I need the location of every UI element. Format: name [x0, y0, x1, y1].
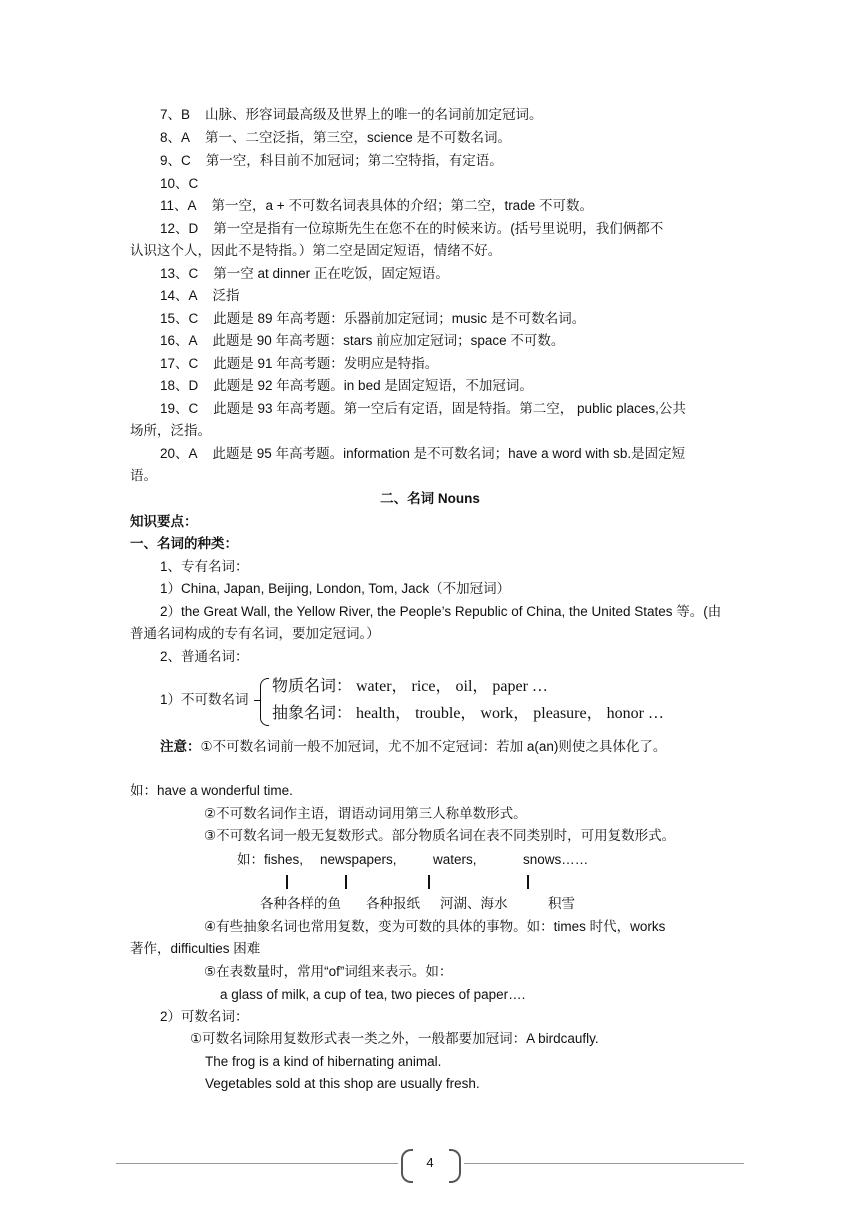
brace-tip: [254, 700, 261, 701]
answer-number: 16、A: [160, 333, 198, 348]
answer-13: [160, 264, 449, 284]
answer-9: [160, 151, 503, 171]
countable-note-1: ①可数名词除用复数形式表一类之外，一般都要加冠词：A birdcaufly.: [190, 1031, 599, 1046]
note-1: [160, 737, 666, 757]
abstract-nouns: 抽象名词： health， trouble， work， pleasure， honor …: [272, 705, 664, 722]
answer-7: [160, 105, 543, 125]
answer-number: 20、A: [160, 446, 198, 461]
answer-text: 第一空是指有一位琼斯先生在您不在的时候来访。(括号里说明，我们俩都不: [213, 221, 664, 236]
connector-line: [345, 875, 347, 889]
footer-rule-left: [116, 1163, 398, 1164]
sub-heading: 一、名词的种类：: [130, 536, 238, 551]
note-2: ②不可数名词作主语，谓语动词用第三人称单数形式。: [204, 806, 527, 821]
plural-meaning: 各种报纸: [366, 896, 420, 911]
connector-line: [286, 875, 288, 889]
answer-text: 此题是 95 年高考题。information 是不可数名词；have a word with sb.是固定短: [212, 446, 686, 461]
answer-19-continued: 场所，泛指。: [130, 423, 211, 438]
answer-text: 泛指: [212, 288, 240, 303]
footer-rule-right: [464, 1163, 744, 1164]
answer-number: 8、A: [160, 130, 191, 145]
connector-line: [527, 875, 529, 889]
answer-text: 第一、二空泛指，第三空，science 是不可数名词。: [205, 130, 512, 145]
answer-text: 此题是 90 年高考题：stars 前应加定冠词；space 不可数。: [212, 333, 565, 348]
answer-12: [160, 219, 663, 239]
uncountable-label: 1）不可数名词: [160, 692, 249, 707]
proper-noun-label: 1、专有名词：: [160, 559, 249, 574]
answer-number: 11、A: [160, 198, 197, 213]
answer-18: [160, 376, 533, 396]
page-number: 4: [426, 1155, 434, 1170]
answer-14: [160, 286, 240, 306]
note-1-text: ①不可数名词前一般不加冠词，尤不加不定冠词：若加 a(an)则使之具体化了。: [200, 739, 667, 754]
note-label: 注意：: [160, 739, 201, 754]
note-4-continued: 著作，difficulties 困难: [130, 941, 261, 956]
plural-word: snows……: [523, 852, 589, 867]
answer-20: [160, 444, 685, 464]
proper-noun-item-2: 2）the Great Wall, the Yellow River, the People’s Republic of China, the United States 等。(由: [160, 604, 722, 619]
answer-10: [160, 174, 198, 194]
answer-15: [160, 309, 585, 329]
common-noun-label: 2、普通名词：: [160, 649, 249, 664]
answer-number: 14、A: [160, 288, 198, 303]
answer-number: 17、C: [160, 356, 199, 371]
plural-word: waters,: [433, 852, 477, 867]
answer-number: 19、C: [160, 401, 199, 416]
answer-text: 第一空 at dinner 正在吃饭，固定短语。: [213, 266, 449, 281]
note-5-example: a glass of milk, a cup of tea, two pieces of paper….: [220, 987, 526, 1002]
answer-16: [160, 331, 564, 351]
answer-19: [160, 399, 686, 419]
answer-text: 此题是 91 年高考题：发明应是特指。: [213, 356, 439, 371]
answer-text: 山脉、形容词最高级及世界上的唯一的名词前加定冠词。: [205, 107, 543, 122]
answer-text: 此题是 92 年高考题。in bed 是固定短语，不加冠词。: [213, 378, 533, 393]
answer-text: 第一空，科目前不加冠词；第二空特指，有定语。: [205, 153, 503, 168]
connector-line: [428, 875, 430, 889]
page-bracket-right: [449, 1149, 461, 1183]
answer-text: 此题是 89 年高考题：乐器前加定冠词；music 是不可数名词。: [213, 311, 586, 326]
knowledge-heading: 知识要点：: [130, 514, 198, 529]
note-3: ③不可数名词一般无复数形式。部分物质名词在表不同类别时，可用复数形式。: [204, 828, 676, 843]
section-title: 二、名词 Nouns: [380, 491, 480, 506]
answer-20-continued: 语。: [130, 468, 157, 483]
answer-text: 此题是 93 年高考题。第一空后有定语，固是特指。第二空， public places,公共: [213, 401, 686, 416]
proper-noun-item-1: 1）China, Japan, Beijing, London, Tom, Jack（不加冠词）: [160, 581, 511, 596]
answer-number: 9、C: [160, 153, 191, 168]
note-1-example: 如：have a wonderful time.: [130, 783, 293, 798]
material-nouns: 物质名词： water， rice， oil， paper …: [272, 678, 548, 695]
countable-example-2: Vegetables sold at this shop are usually fresh.: [205, 1076, 480, 1091]
answer-number: 10、C: [160, 176, 199, 191]
answer-number: 12、D: [160, 221, 199, 236]
brace-icon: [260, 678, 269, 726]
answer-12-continued: 认识这个人，因此不是特指。）第二空是固定短语，情绪不好。: [130, 243, 502, 258]
answer-number: 7、B: [160, 107, 191, 122]
answer-text: 第一空，a + 不可数名词表具体的介绍；第二空，trade 不可数。: [211, 198, 593, 213]
plural-meaning: 积雪: [548, 896, 575, 911]
note-5: ⑤在表数量时，常用“of”词组来表示。如：: [204, 964, 453, 979]
countable-label: 2）可数名词：: [160, 1009, 249, 1024]
plural-meaning: 河湖、海水: [440, 896, 508, 911]
answer-11: [160, 196, 593, 216]
answer-17: [160, 354, 438, 374]
note-4: ④有些抽象名词也常用复数，变为可数的具体的事物。如：times 时代，works: [204, 919, 666, 934]
answer-number: 13、C: [160, 266, 199, 281]
answer-number: 18、D: [160, 378, 199, 393]
answer-8: [160, 128, 511, 148]
plural-word: 如：fishes,: [237, 852, 304, 867]
proper-noun-item-2-continued: 普通名词构成的专有名词，要加定冠词。）: [130, 626, 380, 641]
answer-number: 15、C: [160, 311, 199, 326]
plural-word: newspapers,: [320, 852, 397, 867]
countable-example-1: The frog is a kind of hibernating animal.: [205, 1054, 442, 1069]
plural-meaning: 各种各样的鱼: [260, 896, 341, 911]
